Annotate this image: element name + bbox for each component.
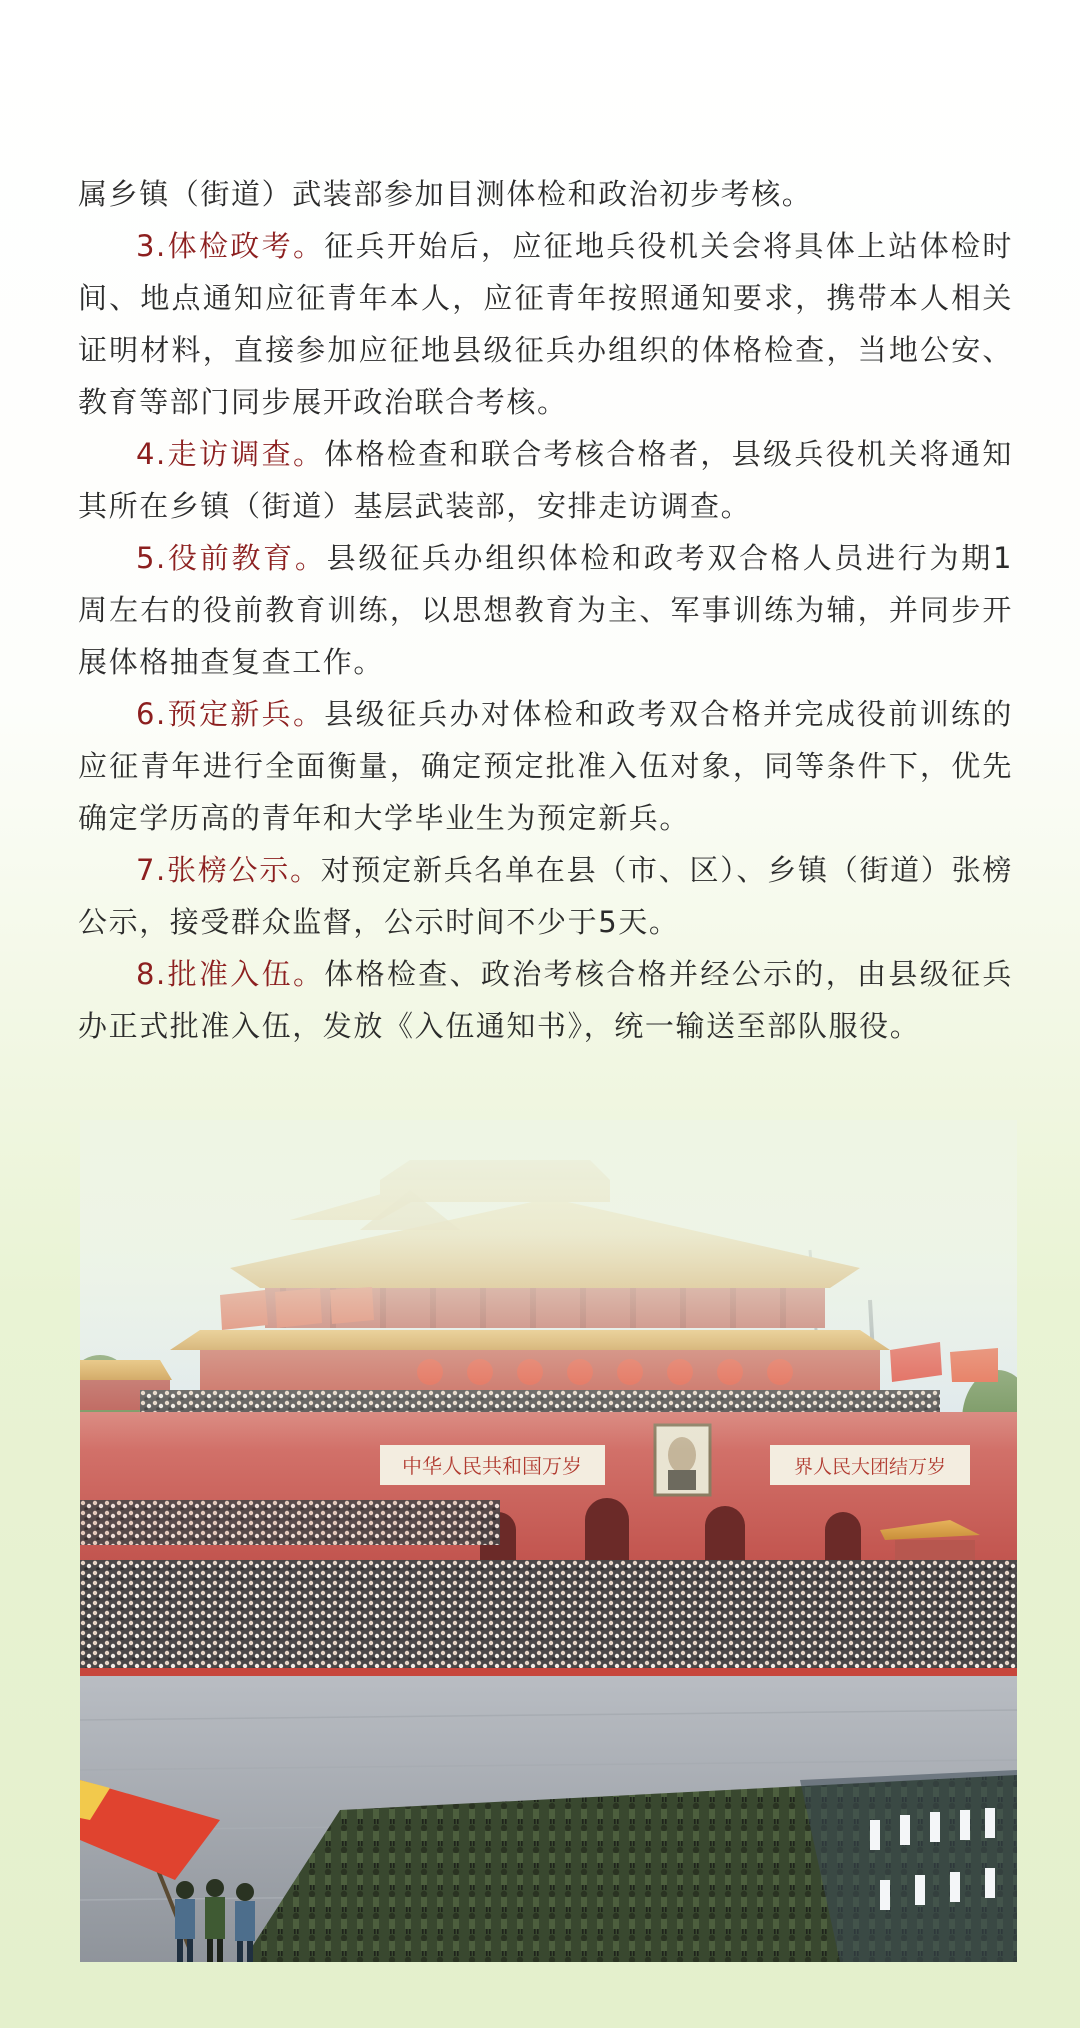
paragraph-heading: 3.体检政考。 — [136, 229, 325, 263]
article — [78, 168, 1013, 1052]
paragraph-intro — [78, 168, 1013, 220]
banner-left-text: 中华人民共和国万岁 — [402, 1454, 582, 1478]
paragraph-heading: 7.张榜公示。 — [136, 853, 321, 887]
paragraph-body: 县级征兵办对体检和政考双合格并完成役前训练的应征青年进行全面衡量，确定预定批准入伍对象，同等条件下，优先确定学历高的青年和大学毕业生为预定新兵。 — [78, 697, 1013, 835]
paragraph-body: 体格检查和联合考核合格者，县级兵役机关将通知其所在乡镇（街道）基层武装部，安排走访调查。 — [78, 437, 1013, 523]
paragraph-body: 体格检查、政治考核合格并经公示的，由县级征兵办正式批准入伍，发放《入伍通知书》，统一输送至部队服役。 — [78, 957, 1013, 1043]
paragraph-heading: 6.预定新兵。 — [136, 697, 325, 731]
paragraph-step-6 — [78, 688, 1013, 844]
paragraph-body: 县级征兵办组织体检和政考双合格人员进行为期1周左右的役前教育训练，以思想教育为主、军事训练为辅，并同步开展体格抽查复查工作。 — [78, 541, 1013, 679]
tiananmen-parade-illustration — [80, 1120, 1017, 1962]
paragraph-step-5 — [78, 532, 1013, 688]
paragraph-heading: 4.走访调查。 — [136, 437, 325, 471]
paragraph-heading: 5.役前教育。 — [136, 541, 327, 575]
paragraph-heading: 8.批准入伍。 — [136, 957, 325, 991]
tiananmen-parade-photo — [80, 1120, 1017, 1962]
paragraph-step-3 — [78, 220, 1013, 428]
paragraph-step-8 — [78, 948, 1013, 1052]
paragraph-step-7 — [78, 844, 1013, 948]
paragraph-body: 征兵开始后，应征地兵役机关会将具体上站体检时间、地点通知应征青年本人，应征青年按照通知要求，携带本人相关证明材料，直接参加应征地县级征兵办组织的体格检查，当地公安、教育等部门同步展开政治联合考核。 — [78, 229, 1013, 419]
paragraph-body: 属乡镇（街道）武装部参加目测体检和政治初步考核。 — [78, 177, 813, 211]
paragraph-body: 对预定新兵名单在县（市、区）、乡镇（街道）张榜公示，接受群众监督，公示时间不少于5天。 — [78, 853, 1013, 939]
banner-right-text: 界人民大团结万岁 — [793, 1456, 947, 1478]
paragraph-step-4 — [78, 428, 1013, 532]
